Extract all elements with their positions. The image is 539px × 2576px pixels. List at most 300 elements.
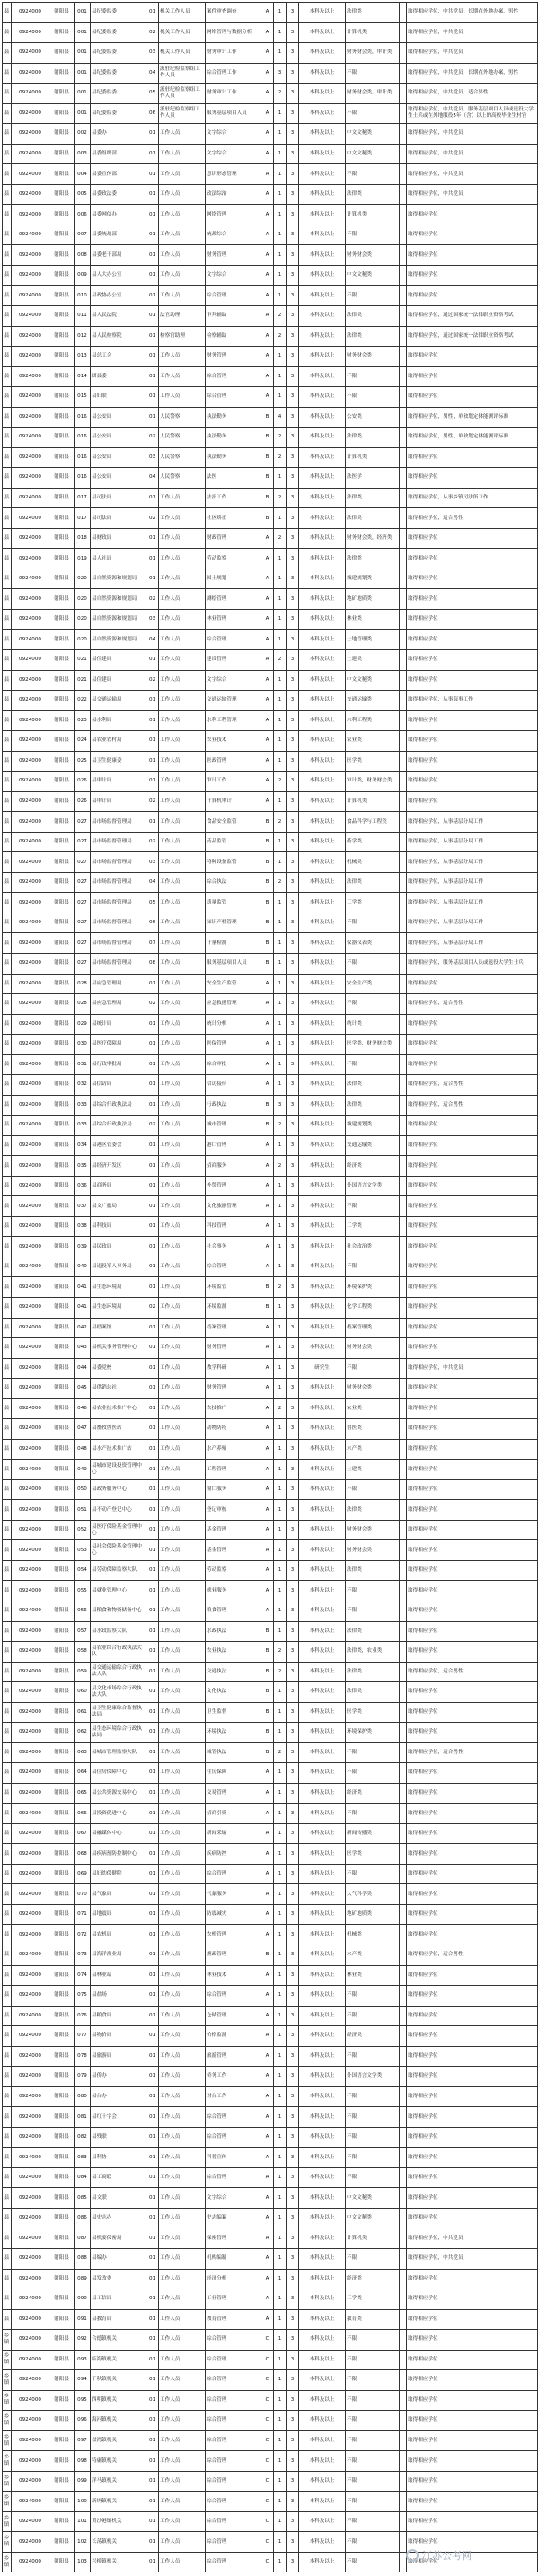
cell-level: 县 bbox=[3, 43, 12, 64]
cell-post-name: 工作人员 bbox=[159, 2188, 206, 2209]
cell-category: C bbox=[261, 2532, 274, 2553]
cell-level: 乡镇 bbox=[3, 2511, 12, 2532]
cell-count: 1 bbox=[274, 2269, 287, 2289]
cell-category: A bbox=[261, 305, 274, 326]
cell-county: 射阳县 bbox=[49, 650, 75, 671]
cell-level: 县 bbox=[3, 2167, 12, 2188]
cell-level: 县 bbox=[3, 305, 12, 326]
cell-requirements: 取得相应学位 bbox=[407, 528, 538, 549]
cell-post-code: 01 bbox=[146, 1925, 159, 1945]
cell-post-desc: 综合管理 bbox=[206, 2511, 261, 2532]
cell-education: 本科及以上 bbox=[299, 1925, 346, 1945]
cell-post-code: 07 bbox=[146, 933, 159, 954]
watermark-logo-icon bbox=[406, 2549, 419, 2562]
table-row bbox=[3, 103, 538, 124]
cell-count: 1 bbox=[274, 184, 287, 205]
table-row bbox=[3, 286, 538, 306]
cell-requirements: 取得相应学位 bbox=[407, 609, 538, 630]
cell-unit-name: 千秋镇机关 bbox=[91, 2370, 146, 2391]
cell-county: 射阳县 bbox=[49, 2511, 75, 2532]
cell-requirements: 取得相应学位，适合男性 bbox=[407, 1742, 538, 1763]
cell-requirements: 取得相应学位 bbox=[407, 2532, 538, 2553]
cell-ratio: 3 bbox=[287, 1844, 299, 1865]
table-row bbox=[3, 2411, 538, 2431]
cell-post-name: 工作人员 bbox=[159, 2471, 206, 2492]
cell-post-name: 工作人员 bbox=[159, 2167, 206, 2188]
cell-level: 县 bbox=[3, 1379, 12, 1399]
cell-education: 本科及以上 bbox=[299, 1804, 346, 1824]
cell-unit-code: 028 bbox=[75, 974, 91, 994]
cell-blank bbox=[400, 1884, 407, 1905]
cell-ratio: 3 bbox=[287, 1642, 299, 1663]
cell-code: 0924000 bbox=[12, 1884, 49, 1905]
cell-education: 本科及以上 bbox=[299, 63, 346, 84]
cell-post-name: 工作人员 bbox=[159, 872, 206, 893]
cell-count: 2 bbox=[274, 650, 287, 671]
cell-blank bbox=[400, 933, 407, 954]
cell-major: 教育类 bbox=[346, 2309, 400, 2330]
cell-unit-name: 县自然资源和规划局 bbox=[91, 589, 146, 610]
cell-count: 1 bbox=[274, 1014, 287, 1035]
cell-blank bbox=[400, 2370, 407, 2391]
cell-category: A bbox=[261, 22, 274, 43]
table-row bbox=[3, 812, 538, 833]
cell-major: 法律类 bbox=[346, 184, 400, 205]
cell-unit-code: 053 bbox=[75, 1540, 91, 1561]
cell-education: 本科及以上 bbox=[299, 1662, 346, 1682]
cell-post-code: 01 bbox=[146, 2107, 159, 2128]
cell-count: 1 bbox=[274, 1986, 287, 2007]
cell-post-code: 01 bbox=[146, 1358, 159, 1379]
cell-post-name: 工作人员 bbox=[159, 2511, 206, 2532]
cell-education: 本科及以上 bbox=[299, 1176, 346, 1196]
cell-category: B bbox=[261, 1298, 274, 1319]
table-row bbox=[3, 1298, 538, 1319]
cell-ratio: 3 bbox=[287, 933, 299, 954]
cell-ratio: 3 bbox=[287, 43, 299, 64]
cell-post-desc: 工业管理 bbox=[206, 2289, 261, 2310]
cell-post-name: 工作人员 bbox=[159, 1945, 206, 1966]
cell-category: A bbox=[261, 1398, 274, 1419]
cell-county: 射阳县 bbox=[49, 630, 75, 650]
cell-post-desc: 防震减灾 bbox=[206, 1904, 261, 1925]
cell-education: 本科及以上 bbox=[299, 569, 346, 589]
cell-post-desc: 渔政管理 bbox=[206, 1945, 261, 1966]
cell-county: 射阳县 bbox=[49, 893, 75, 913]
cell-ratio: 3 bbox=[287, 650, 299, 671]
cell-category: B bbox=[261, 447, 274, 468]
cell-county: 射阳县 bbox=[49, 1884, 75, 1905]
cell-unit-code: 014 bbox=[75, 366, 91, 387]
cell-post-desc: 执法勤务 bbox=[206, 407, 261, 428]
cell-blank bbox=[400, 1277, 407, 1298]
cell-unit-code: 073 bbox=[75, 1945, 91, 1966]
cell-post-code: 01 bbox=[146, 1986, 159, 2007]
cell-ratio: 3 bbox=[287, 2127, 299, 2148]
cell-county: 射阳县 bbox=[49, 1540, 75, 1561]
cell-unit-code: 027 bbox=[75, 933, 91, 954]
cell-post-desc: 新闻采编 bbox=[206, 1823, 261, 1844]
cell-post-desc: 水政执法 bbox=[206, 1621, 261, 1642]
cell-post-name: 工作人员 bbox=[159, 852, 206, 873]
table-row bbox=[3, 2430, 538, 2451]
cell-unit-name: 县台办 bbox=[91, 2086, 146, 2107]
cell-blank bbox=[400, 286, 407, 306]
cell-post-code: 01 bbox=[146, 2046, 159, 2067]
cell-category: A bbox=[261, 528, 274, 549]
cell-category: A bbox=[261, 2067, 274, 2087]
table-row bbox=[3, 245, 538, 266]
cell-major: 城建规划类 bbox=[346, 569, 400, 589]
cell-level: 县 bbox=[3, 164, 12, 185]
cell-post-desc: 文字综合 bbox=[206, 124, 261, 145]
cell-major: 不限 bbox=[346, 2046, 400, 2067]
cell-count: 1 bbox=[274, 609, 287, 630]
table-row bbox=[3, 1277, 538, 1298]
cell-count: 1 bbox=[274, 2411, 287, 2431]
cell-unit-code: 020 bbox=[75, 609, 91, 630]
cell-requirements: 取得相应学位 bbox=[407, 387, 538, 408]
cell-major: 医学类 bbox=[346, 751, 400, 772]
cell-level: 县 bbox=[3, 1479, 12, 1500]
cell-post-desc: 劳动监察 bbox=[206, 549, 261, 569]
cell-unit-code: 001 bbox=[75, 3, 91, 23]
table-row bbox=[3, 2471, 538, 2492]
cell-ratio: 3 bbox=[287, 2511, 299, 2532]
cell-blank bbox=[400, 2330, 407, 2351]
table-row bbox=[3, 1702, 538, 1723]
table-row bbox=[3, 710, 538, 731]
cell-ratio: 3 bbox=[287, 710, 299, 731]
cell-unit-name: 县审计局 bbox=[91, 772, 146, 792]
cell-count: 1 bbox=[274, 3, 287, 23]
cell-post-name: 工作人员 bbox=[159, 2248, 206, 2269]
cell-unit-code: 039 bbox=[75, 1237, 91, 1257]
cell-requirements: 取得相应学位 bbox=[407, 2552, 538, 2572]
cell-level: 县 bbox=[3, 1560, 12, 1581]
cell-education: 本科及以上 bbox=[299, 1581, 346, 1601]
cell-major: 交通运输类 bbox=[346, 1135, 400, 1156]
cell-blank bbox=[400, 326, 407, 347]
cell-unit-name: 县生态环境局 bbox=[91, 1298, 146, 1319]
cell-blank bbox=[400, 1216, 407, 1237]
cell-level: 县 bbox=[3, 1804, 12, 1824]
cell-ratio: 3 bbox=[287, 1723, 299, 1743]
cell-post-code: 01 bbox=[146, 184, 159, 205]
cell-post-name: 工作人员 bbox=[159, 164, 206, 185]
cell-county: 射阳县 bbox=[49, 1358, 75, 1379]
cell-unit-code: 101 bbox=[75, 2511, 91, 2532]
cell-ratio: 3 bbox=[287, 731, 299, 752]
cell-count: 1 bbox=[274, 1196, 287, 1217]
cell-education: 本科及以上 bbox=[299, 2127, 346, 2148]
cell-unit-code: 015 bbox=[75, 387, 91, 408]
cell-level: 县 bbox=[3, 1601, 12, 1621]
table-row bbox=[3, 1237, 538, 1257]
cell-blank bbox=[400, 832, 407, 852]
table-row bbox=[3, 2248, 538, 2269]
cell-major: 农业类 bbox=[346, 731, 400, 752]
cell-category: A bbox=[261, 2127, 274, 2148]
cell-post-code: 03 bbox=[146, 447, 159, 468]
cell-code: 0924000 bbox=[12, 164, 49, 185]
cell-level: 乡镇 bbox=[3, 2390, 12, 2411]
cell-ratio: 3 bbox=[287, 2309, 299, 2330]
table-row bbox=[3, 528, 538, 549]
cell-post-code: 01 bbox=[146, 569, 159, 589]
cell-level: 县 bbox=[3, 1884, 12, 1905]
cell-count: 1 bbox=[274, 691, 287, 711]
cell-blank bbox=[400, 791, 407, 812]
cell-requirements: 取得相应学位 bbox=[407, 1642, 538, 1663]
cell-post-name: 工作人员 bbox=[159, 2309, 206, 2330]
cell-level: 县 bbox=[3, 488, 12, 508]
cell-level: 县 bbox=[3, 1823, 12, 1844]
cell-category: A bbox=[261, 1479, 274, 1500]
cell-county: 射阳县 bbox=[49, 84, 75, 104]
cell-code: 0924000 bbox=[12, 1116, 49, 1136]
cell-post-desc: 疾病防控 bbox=[206, 1844, 261, 1865]
cell-category: A bbox=[261, 205, 274, 225]
cell-requirements: 取得相应学位 bbox=[407, 2471, 538, 2492]
table-row bbox=[3, 1925, 538, 1945]
table-row bbox=[3, 650, 538, 671]
cell-post-code: 01 bbox=[146, 407, 159, 428]
cell-code: 0924000 bbox=[12, 1318, 49, 1338]
cell-requirements: 取得相应学位，适合男性 bbox=[407, 1095, 538, 1116]
table-row bbox=[3, 2390, 538, 2411]
cell-category: A bbox=[261, 1540, 274, 1561]
cell-education: 本科及以上 bbox=[299, 772, 346, 792]
cell-count: 1 bbox=[274, 164, 287, 185]
cell-major: 法律类 bbox=[346, 508, 400, 529]
cell-post-code: 01 bbox=[146, 1965, 159, 1986]
cell-requirements: 取得相应学位 bbox=[407, 1500, 538, 1521]
cell-requirements: 取得相应学位 bbox=[407, 731, 538, 752]
cell-code: 0924000 bbox=[12, 2511, 49, 2532]
cell-category: A bbox=[261, 1500, 274, 1521]
cell-major: 不限 bbox=[346, 225, 400, 245]
cell-post-desc: 交通运输管理 bbox=[206, 691, 261, 711]
table-row bbox=[3, 1156, 538, 1177]
cell-post-name: 工作人员 bbox=[159, 2552, 206, 2572]
cell-code: 0924000 bbox=[12, 1014, 49, 1035]
cell-code: 0924000 bbox=[12, 488, 49, 508]
cell-ratio: 3 bbox=[287, 3, 299, 23]
cell-ratio: 3 bbox=[287, 103, 299, 124]
table-row bbox=[3, 994, 538, 1015]
cell-count: 2 bbox=[274, 772, 287, 792]
cell-level: 县 bbox=[3, 974, 12, 994]
cell-code: 0924000 bbox=[12, 1196, 49, 1217]
table-row bbox=[3, 1095, 538, 1116]
cell-ratio: 3 bbox=[287, 2532, 299, 2553]
cell-major: 新闻传播类 bbox=[346, 1823, 400, 1844]
cell-county: 射阳县 bbox=[49, 2228, 75, 2249]
cell-code: 0924000 bbox=[12, 2532, 49, 2553]
cell-post-name: 工作人员 bbox=[159, 1358, 206, 1379]
cell-requirements: 取得相应学位 bbox=[407, 447, 538, 468]
cell-ratio: 3 bbox=[287, 1439, 299, 1460]
cell-code: 0924000 bbox=[12, 508, 49, 529]
cell-requirements: 取得相应学位 bbox=[407, 1520, 538, 1540]
cell-category: A bbox=[261, 1358, 274, 1379]
cell-education: 本科及以上 bbox=[299, 508, 346, 529]
cell-post-desc: 财务管理 bbox=[206, 347, 261, 367]
cell-level: 县 bbox=[3, 933, 12, 954]
cell-post-desc: 科技管理 bbox=[206, 1216, 261, 1237]
cell-unit-code: 067 bbox=[75, 1823, 91, 1844]
cell-ratio: 3 bbox=[287, 1804, 299, 1824]
cell-ratio: 3 bbox=[287, 1945, 299, 1966]
cell-count: 1 bbox=[274, 103, 287, 124]
table-row bbox=[3, 2269, 538, 2289]
cell-category: A bbox=[261, 164, 274, 185]
cell-major: 环境保护类 bbox=[346, 1723, 400, 1743]
cell-post-code: 02 bbox=[146, 670, 159, 691]
cell-count: 1 bbox=[274, 1500, 287, 1521]
cell-blank bbox=[400, 2430, 407, 2451]
cell-major: 财务财会类 bbox=[346, 1379, 400, 1399]
cell-post-code: 01 bbox=[146, 1844, 159, 1865]
cell-unit-name: 县市场监督管理局 bbox=[91, 812, 146, 833]
cell-post-code: 01 bbox=[146, 366, 159, 387]
cell-requirements: 取得相应学位 bbox=[407, 1338, 538, 1359]
cell-unit-code: 041 bbox=[75, 1298, 91, 1319]
cell-post-name: 工作人员 bbox=[159, 2350, 206, 2370]
cell-post-code: 01 bbox=[146, 1500, 159, 1521]
cell-blank bbox=[400, 1904, 407, 1925]
cell-post-desc: 城市管理 bbox=[206, 1116, 261, 1136]
cell-level: 县 bbox=[3, 2067, 12, 2087]
cell-level: 县 bbox=[3, 1439, 12, 1460]
cell-unit-name: 县医疗保险基金管理中心 bbox=[91, 1520, 146, 1540]
cell-level: 县 bbox=[3, 1986, 12, 2007]
cell-category: A bbox=[261, 245, 274, 266]
cell-unit-code: 044 bbox=[75, 1358, 91, 1379]
cell-level: 县 bbox=[3, 1156, 12, 1177]
cell-county: 射阳县 bbox=[49, 2430, 75, 2451]
cell-ratio: 3 bbox=[287, 994, 299, 1015]
cell-requirements: 取得相应学位 bbox=[407, 2390, 538, 2411]
cell-code: 0924000 bbox=[12, 2309, 49, 2330]
cell-post-code: 01 bbox=[146, 245, 159, 266]
cell-unit-name: 县生态环境综合行政执法局 bbox=[91, 1723, 146, 1743]
cell-count: 4 bbox=[274, 407, 287, 428]
cell-post-name: 工作人员 bbox=[159, 1804, 206, 1824]
cell-unit-name: 县水政监察大队 bbox=[91, 1621, 146, 1642]
cell-major: 财务财会类，经济类 bbox=[346, 528, 400, 549]
cell-unit-code: 064 bbox=[75, 1763, 91, 1784]
cell-unit-name: 县市场监督管理局 bbox=[91, 893, 146, 913]
cell-category: A bbox=[261, 1925, 274, 1945]
cell-requirements: 取得相应学位，中共党员 bbox=[407, 2248, 538, 2269]
cell-county: 射阳县 bbox=[49, 1398, 75, 1419]
cell-category: A bbox=[261, 1581, 274, 1601]
cell-code: 0924000 bbox=[12, 1702, 49, 1723]
cell-post-code: 01 bbox=[146, 2167, 159, 2188]
cell-count: 1 bbox=[274, 1358, 287, 1379]
cell-post-desc: 综合管理 bbox=[206, 2411, 261, 2431]
cell-unit-code: 004 bbox=[75, 164, 91, 185]
cell-ratio: 3 bbox=[287, 2451, 299, 2472]
cell-unit-code: 036 bbox=[75, 1176, 91, 1196]
cell-unit-name: 县自然资源和规划局 bbox=[91, 609, 146, 630]
cell-post-name: 工作人员 bbox=[159, 2330, 206, 2351]
cell-blank bbox=[400, 407, 407, 428]
cell-major: 医学类 bbox=[346, 1702, 400, 1723]
cell-education: 本科及以上 bbox=[299, 2511, 346, 2532]
cell-post-code: 03 bbox=[146, 609, 159, 630]
cell-post-name: 工作人员 bbox=[159, 1540, 206, 1561]
cell-education: 本科及以上 bbox=[299, 1257, 346, 1277]
cell-level: 县 bbox=[3, 286, 12, 306]
cell-blank bbox=[400, 1965, 407, 1986]
cell-unit-name: 县海洋渔业局 bbox=[91, 1945, 146, 1966]
cell-unit-code: 083 bbox=[75, 2148, 91, 2168]
cell-county: 射阳县 bbox=[49, 1419, 75, 1440]
cell-county: 射阳县 bbox=[49, 1237, 75, 1257]
cell-post-desc: 质量监管 bbox=[206, 893, 261, 913]
cell-count: 1 bbox=[274, 2370, 287, 2391]
cell-post-desc: 信访接待 bbox=[206, 1075, 261, 1096]
cell-county: 射阳县 bbox=[49, 2289, 75, 2310]
cell-post-name: 工作人员 bbox=[159, 1419, 206, 1440]
cell-count: 1 bbox=[274, 1601, 287, 1621]
cell-post-desc: 价格监测 bbox=[206, 2026, 261, 2047]
table-row bbox=[3, 2026, 538, 2047]
cell-unit-code: 075 bbox=[75, 1986, 91, 2007]
cell-post-code: 02 bbox=[146, 508, 159, 529]
cell-category: B bbox=[261, 852, 274, 873]
cell-level: 县 bbox=[3, 1763, 12, 1784]
cell-category: A bbox=[261, 2248, 274, 2269]
cell-code: 0924000 bbox=[12, 326, 49, 347]
cell-county: 射阳县 bbox=[49, 265, 75, 286]
cell-major: 不限 bbox=[346, 913, 400, 933]
cell-unit-code: 027 bbox=[75, 832, 91, 852]
cell-unit-name: 县粮食局 bbox=[91, 2006, 146, 2026]
cell-code: 0924000 bbox=[12, 347, 49, 367]
cell-education: 本科及以上 bbox=[299, 2006, 346, 2026]
cell-unit-name: 县农机局 bbox=[91, 1925, 146, 1945]
cell-post-desc: 服务基层项目人员 bbox=[206, 953, 261, 974]
cell-post-name: 工作人员 bbox=[159, 1014, 206, 1035]
cell-level: 县 bbox=[3, 710, 12, 731]
cell-unit-name: 县审计局 bbox=[91, 791, 146, 812]
cell-ratio: 3 bbox=[287, 1277, 299, 1298]
cell-county: 射阳县 bbox=[49, 2208, 75, 2228]
cell-category: B bbox=[261, 832, 274, 852]
cell-blank bbox=[400, 1581, 407, 1601]
cell-county: 射阳县 bbox=[49, 2411, 75, 2431]
cell-count: 1 bbox=[274, 832, 287, 852]
cell-count: 2 bbox=[274, 447, 287, 468]
cell-count: 1 bbox=[274, 1318, 287, 1338]
cell-post-name: 工作人员 bbox=[159, 1216, 206, 1237]
cell-category: A bbox=[261, 286, 274, 306]
cell-blank bbox=[400, 124, 407, 145]
cell-code: 0924000 bbox=[12, 1095, 49, 1116]
cell-unit-code: 024 bbox=[75, 731, 91, 752]
cell-post-desc: 档案管理 bbox=[206, 1318, 261, 1338]
cell-blank bbox=[400, 1156, 407, 1177]
cell-county: 射阳县 bbox=[49, 2532, 75, 2553]
cell-post-code: 01 bbox=[146, 772, 159, 792]
cell-post-name: 工作人员 bbox=[159, 1035, 206, 1055]
cell-post-name: 工作人员 bbox=[159, 1723, 206, 1743]
cell-post-code: 01 bbox=[146, 1176, 159, 1196]
